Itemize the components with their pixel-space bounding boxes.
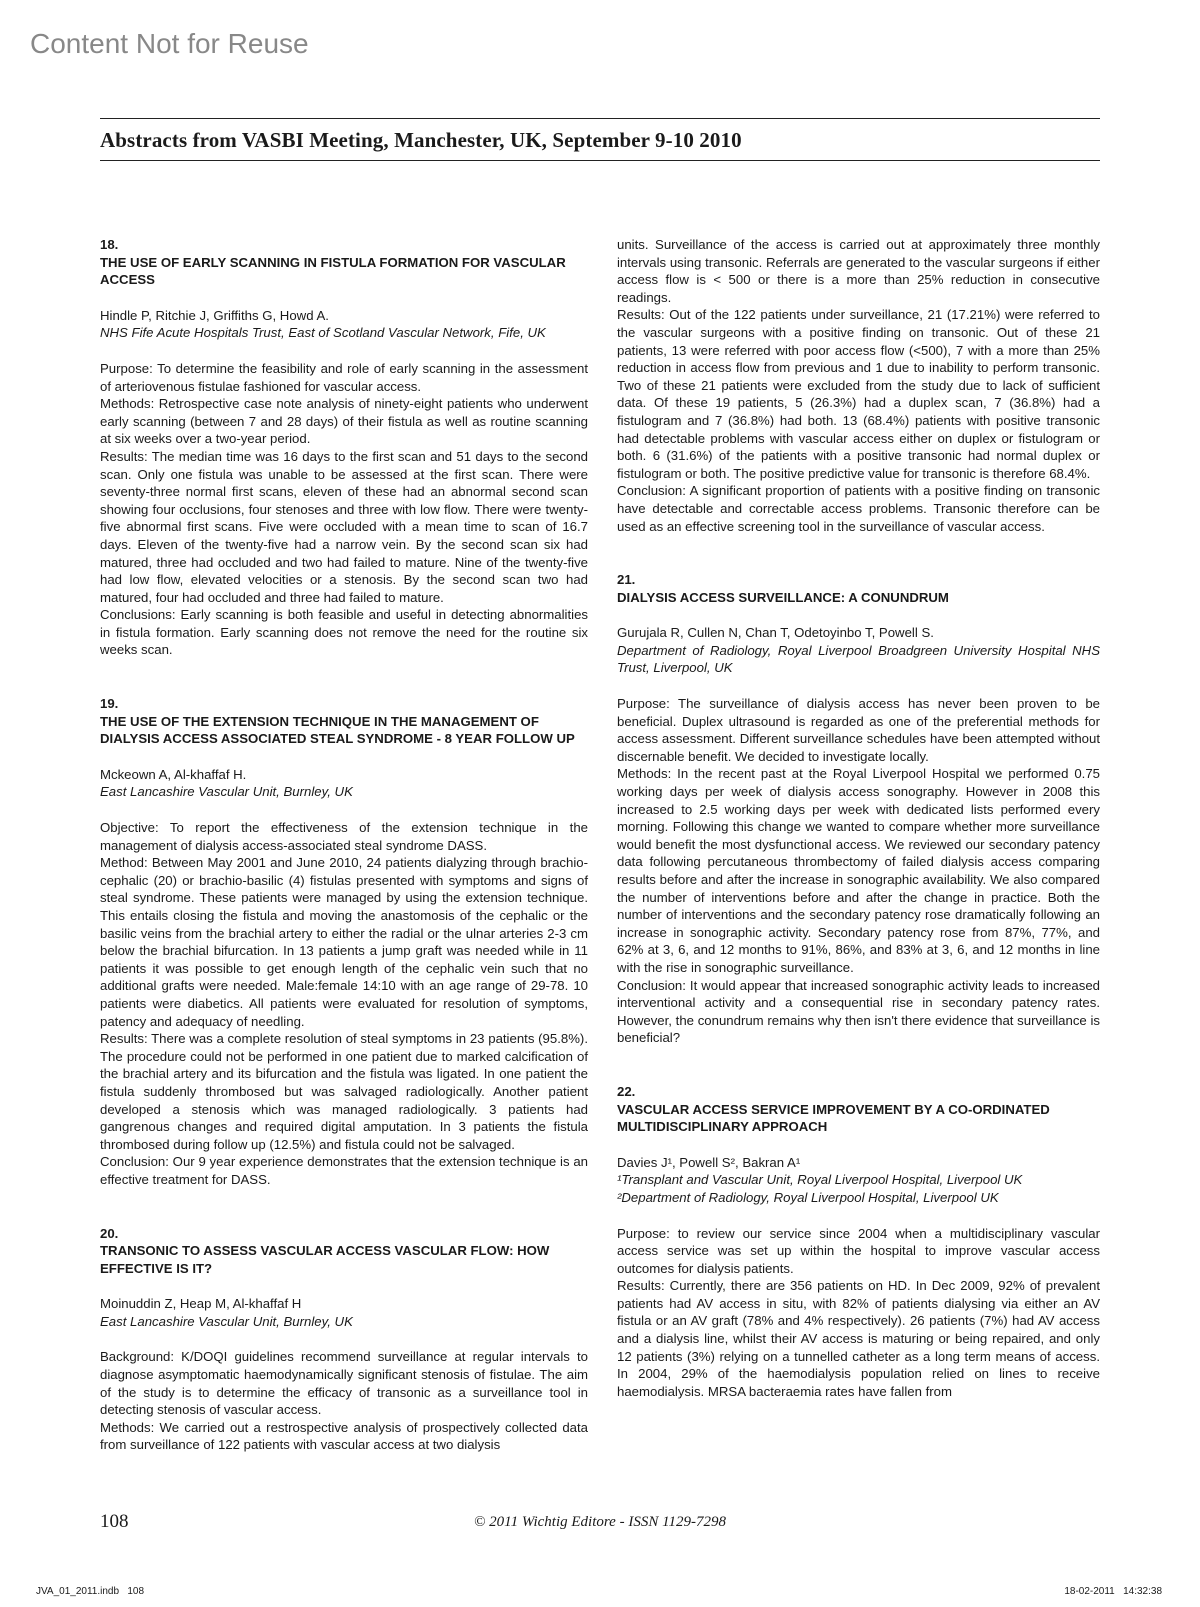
abstract-body <box>617 1225 1100 1401</box>
copyright-notice: © 2011 Wichtig Editore - ISSN 1129-7298 <box>474 1514 726 1530</box>
abstract-continuation <box>617 236 1100 535</box>
abstract-number: 19. <box>100 696 119 712</box>
abstract-body <box>100 360 588 659</box>
abstract-title: THE USE OF EARLY SCANNING IN FISTULA FORMATION FOR VASCULAR ACCESS <box>100 254 566 288</box>
abstract-title: THE USE OF THE EXTENSION TECHNIQUE IN THE MANAGEMENT OF DIALYSIS ACCESS ASSOCIATED STEAL SYNDROME - 8 YEAR FOLLOW UP <box>100 713 575 747</box>
abstract-number: 21. <box>617 572 636 588</box>
header-rule-bottom <box>100 160 1100 161</box>
abstract-number: 22. <box>617 1083 636 1099</box>
abstract-authors: Gurujala R, Cullen N, Chan T, Odetoyinbo T, Powell S. <box>617 625 934 641</box>
abstract-affiliation: ²Department of Radiology, Royal Liverpool Hospital, Liverpool UK <box>617 1189 999 1205</box>
abstract-body <box>100 1348 588 1454</box>
abstract-item <box>617 1083 1100 1401</box>
watermark: Content Not for Reuse <box>30 28 309 59</box>
abstract-item <box>100 236 588 659</box>
abstract-paragraph: Conclusion: It would appear that increased sonographic activity leads to increased interventional activity and a consequential rise in secondary patency rates. However, the conundrum remains why then isn't there evidence that surveillance is beneficial? <box>617 977 1100 1046</box>
abstract-affiliation: Department of Radiology, Royal Liverpool Broadgreen University Hospital NHS Trust, Liverpool, UK <box>617 642 1100 676</box>
abstract-item <box>617 571 1100 1047</box>
abstract-affiliations <box>100 1313 588 1331</box>
left-column <box>100 236 588 1490</box>
abstract-authors: Davies J¹, Powell S², Bakran A¹ <box>617 1154 801 1170</box>
header-rule-top <box>100 118 1100 119</box>
abstract-affiliations <box>100 324 588 342</box>
abstract-paragraph: Results: The median time was 16 days to the first scan and 51 days to the second scan. Only one fistula was unable to be assessed at the first scan. There were seventy-three normal first scans, eleven of these had an abnormal second scan showing four occlusions, four stenoses and three with low flow. There were twenty-five abnormal first scans. Five were occluded with a mean time to scan of 16.7 days. Eleven of the twenty-five had a narrow vein. By the second scan six had matured, three had occluded and two had failed to mature. Nine of the twenty-five had low flow, elevated velocities or a stenosis. By the second scan two had matured, four had occluded and three had failed to mature. <box>100 448 588 605</box>
abstract-affiliation: NHS Fife Acute Hospitals Trust, East of Scotland Vascular Network, Fife, UK <box>100 325 546 341</box>
abstract-paragraph: Background: K/DOQI guidelines recommend surveillance at regular intervals to diagnose asymptomatic haemodynamically significant stenosis of fistulae. The aim of the study is to determine the efficacy of transonic as a surveillance tool in detecting stenosis of vascular access. <box>100 1349 588 1418</box>
right-column <box>617 236 1100 1436</box>
abstract-affiliations <box>617 642 1100 677</box>
abstract-title: DIALYSIS ACCESS SURVEILLANCE: A CONUNDRUM <box>617 589 949 605</box>
abstract-authors: Mckeown A, Al-khaffaf H. <box>100 766 247 782</box>
abstract-affiliations <box>100 783 588 801</box>
abstract-paragraph: Results: There was a complete resolution of steal symptoms in 23 patients (95.8%). The procedure could not be performed in one patient due to marked calcification of the brachial artery and its bifurcation and the fistula was ligated. In one patient the fistula suddenly thrombosed but was salvaged radiologically. Another patient developed a stenosis which was managed radiologically. 3 patients had gangrenous changes and required digital amputation. In 3 patients the fistula thrombosed during follow up (12.5%) and fistula could not be salvaged. <box>100 1031 588 1152</box>
abstract-authors: Moinuddin Z, Heap M, Al-khaffaf H <box>100 1296 302 1312</box>
abstract-affiliations <box>617 1171 1100 1206</box>
abstract-body <box>100 819 588 1188</box>
abstract-paragraph: Conclusions: Early scanning is both feasible and useful in detecting abnormalities in fistula formation. Early scanning does not remove the need for the routine six weeks scan. <box>100 607 588 658</box>
abstract-paragraph: Methods: Retrospective case note analysis of ninety-eight patients who underwent early scanning (between 7 and 28 days) of their fistula as well as routine scanning at six weeks over a two-year period. <box>100 396 588 447</box>
abstract-paragraph: Objective: To report the effectiveness of the extension technique in the management of dialysis access-associated steal syndrome DASS. <box>100 820 588 853</box>
abstract-affiliation: East Lancashire Vascular Unit, Burnley, UK <box>100 784 353 800</box>
abstract-title: TRANSONIC TO ASSESS VASCULAR ACCESS VASCULAR FLOW: HOW EFFECTIVE IS IT? <box>100 1243 550 1276</box>
abstract-authors: Hindle P, Ritchie J, Griffiths G, Howd A. <box>100 307 329 323</box>
abstract-paragraph: Conclusion: Our 9 year experience demonstrates that the extension technique is an effective treatment for DASS. <box>100 1154 588 1187</box>
abstract-paragraph: Methods: In the recent past at the Royal Liverpool Hospital we performed 0.75 working days per week of dialysis access sonography. However in 2008 this increased to 2.5 working days per week with dedicated lists performed every morning. Following this change we wanted to compare whether more surveillance would benefit the most dysfunctional access. We reviewed our secondary patency data following percutaneous thrombectomy of failed dialysis access comparing results before and after the increase in sonographic availability. We also compared the number of interventions before and after the change in practice. Both the number of interventions and the secondary patency rose dramatically following an increase in sonographic activity. Secondary patency rose from 87%, 77%, and 62% at 3, 6, and 12 months to 91%, 86%, and 83% at 3, 6, and 12 months in line with the rise in sonographic surveillance. <box>617 766 1100 975</box>
abstract-paragraph: Purpose: To determine the feasibility and role of early scanning in the assessment of arteriovenous fistulae fashioned for vascular access. <box>100 360 588 394</box>
abstract-number: 20. <box>100 1225 119 1241</box>
abstract-paragraph: Method: Between May 2001 and June 2010, 24 patients dialyzing through brachio-cephalic (20) or brachio-basilic (4) fistulas presented with symptoms and signs of steal syndrome. These patients were managed by using the extension technique. This entails closing the fistula and moving the anastomosis of the cephalic or the basilic veins from the brachial artery to either the radial or the ulnar arteries 2-3 cm below the brachial bifurcation. In 13 patients a jump graft was needed while in 11 patients it was possible to get enough length of the cephalic vein such that no additional grafts were needed. Male:female 14:10 with an age range of 29-78. 10 patients were diabetics. All patients were evaluated for resolution of symptoms, patency and adequacy of needling. <box>100 855 588 1029</box>
abstract-paragraph: Results: Currently, there are 356 patients on HD. In Dec 2009, 92% of prevalent patients had AV access in situ, with 82% of patients dialysing via either an AV fistula or an AV graft (78% and 4% respectively). 26 patients (7%) had AV access and a dialysis line, whilst their AV access is maturing or being repaired, and only 12 patients (3%) relying on a tunnelled catheter as a long term means of access. In 2004, 29% of the haemodialysis population relied on lines to receive haemodialysis. MRSA bacteraemia rates have fallen from <box>617 1278 1100 1399</box>
print-timestamp: 18-02-2011 14:32:38 <box>1064 1586 1162 1597</box>
abstract-title: VASCULAR ACCESS SERVICE IMPROVEMENT BY A CO-ORDINATED MULTIDISCIPLINARY APPROACH <box>617 1101 1050 1135</box>
abstract-paragraph: Purpose: The surveillance of dialysis access has never been proven to be beneficial. Duplex ultrasound is regarded as one of the preferential methods for access assessment. Different surveillance schedules have been attempted without discernable benefit. We decided to investigate locally. <box>617 696 1100 764</box>
abstract-paragraph: Purpose: to review our service since 2004 when a multidisciplinary vascular access service was set up within the hospital to improve vascular access outcomes for dialysis patients. <box>617 1225 1100 1276</box>
abstract-affiliation: ¹Transplant and Vascular Unit, Royal Liverpool Hospital, Liverpool UK <box>617 1172 1023 1188</box>
journal-title: Abstracts from VASBI Meeting, Manchester, UK, September 9-10 2010 <box>100 128 742 152</box>
abstract-paragraph: Results: Out of the 122 patients under surveillance, 21 (17.21%) were referred to the vascular surgeons with a positive finding on transonic. Out of these 21 patients, 13 were referred with poor access flow (<500), 7 with a more than 25% reduction in access flow from previous and 1 due to inability to perform transonic. Two of these 21 patients were excluded from the study due to lack of sufficient data. Of these 19 patients, 5 (26.3%) had a duplex scan, 7 (36.8%) had a fistulogram and 7 (36.8%) had both. 13 (68.4%) patients with positive transonic had detectable problems with vascular access either on duplex or fistulogram or both. 6 (31.6%) of the patients with a positive transonic had normal duplex or fistulogram or both. The positive predictive value for transonic is therefore 68.4%. <box>617 307 1100 481</box>
abstract-item <box>100 1225 588 1455</box>
abstract-affiliation: East Lancashire Vascular Unit, Burnley, UK <box>100 1313 353 1329</box>
abstract-paragraph: Methods: We carried out a restrospective analysis of prospectively collected data from surveillance of 122 patients with vascular access at two dialysis <box>100 1419 588 1453</box>
page-number: 108 <box>100 1511 129 1532</box>
abstract-paragraph: units. Surveillance of the access is carried out at approximately three monthly intervals using transonic. Referrals are generated to the vascular surgeons if either access flow is < 500 or there is a more than 25% reduction in consecutive readings. <box>617 237 1100 305</box>
abstract-paragraph: Conclusion: A significant proportion of patients with a positive finding on transonic have detectable and correctable access problems. Transonic therefore can be used as an effective screening tool in the surveillance of vascular access. <box>617 483 1100 534</box>
abstract-number: 18. <box>100 237 119 252</box>
file-info: JVA_01_2011.indb 108 <box>36 1586 145 1597</box>
abstract-item <box>100 695 588 1188</box>
abstract-body <box>617 695 1100 1047</box>
